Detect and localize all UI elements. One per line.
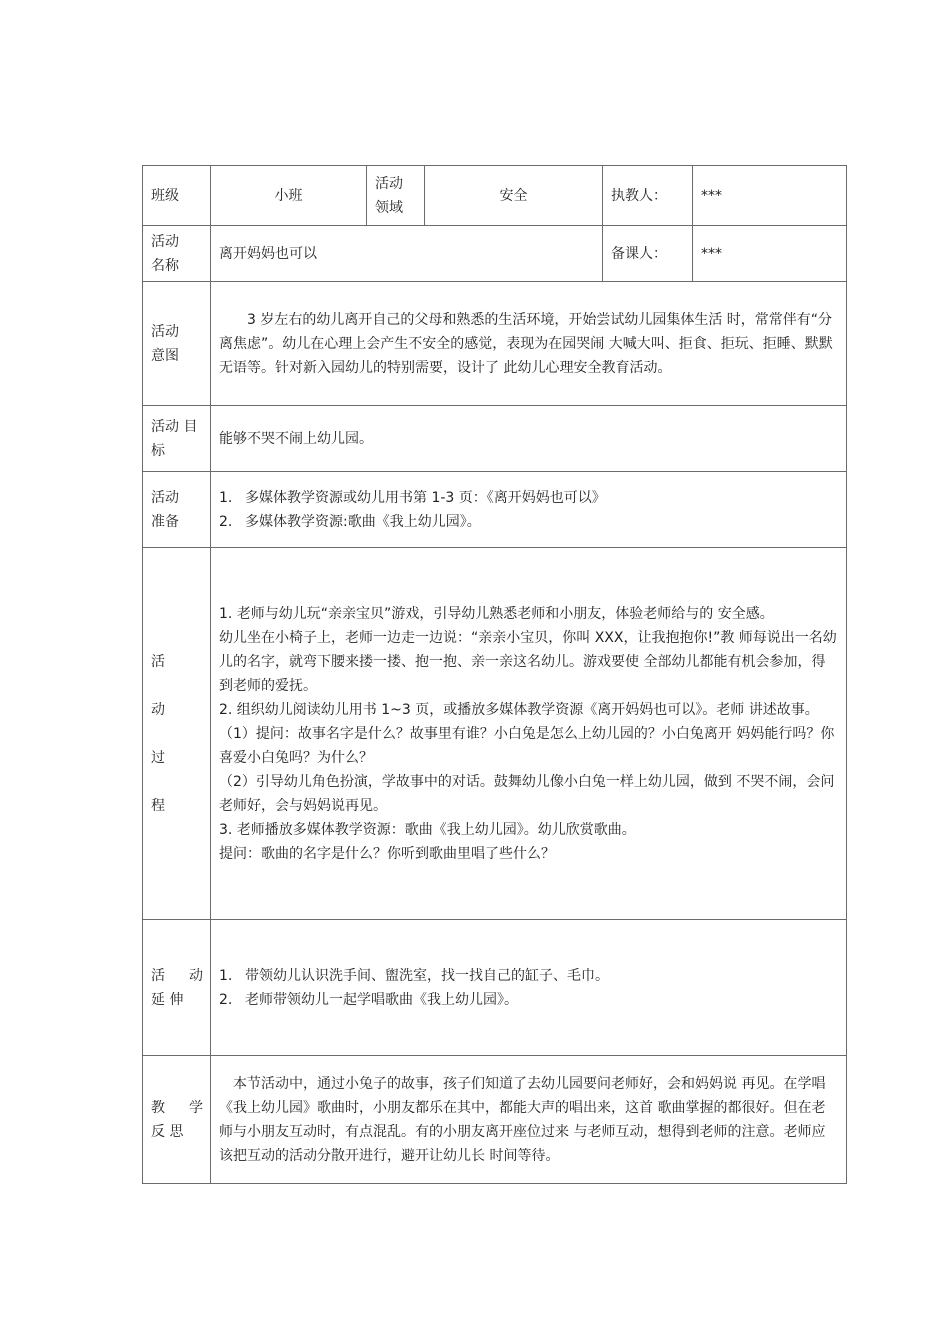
- goal-label-line1: 活动 目: [151, 418, 198, 435]
- domain-label-line1: 活动: [375, 175, 403, 192]
- extension-label-line1: [151, 964, 203, 988]
- list-item: [219, 988, 838, 1012]
- list-item: [219, 964, 838, 988]
- class-label: 班级: [143, 166, 211, 226]
- extension-row: [143, 920, 847, 1056]
- extension-label-char: 动: [189, 967, 203, 984]
- list-item-text: 多媒体教学资源或幼儿用书第 1-3 页：《离开妈妈也可以》: [245, 489, 606, 506]
- reflection-label-line1: [151, 1096, 203, 1120]
- class-value: 小班: [211, 166, 367, 226]
- intent-content: [211, 282, 847, 406]
- process-row: [143, 548, 847, 920]
- process-label-char: 活: [151, 653, 165, 670]
- prep-teacher-label: 备课人：: [603, 226, 693, 282]
- process-label-char: 过: [151, 749, 165, 766]
- list-item-number: 2.: [219, 991, 233, 1008]
- intent-row: [143, 282, 847, 406]
- extension-label: [143, 920, 211, 1056]
- list-item-number: 1.: [219, 489, 233, 506]
- extension-label-char: 活: [151, 967, 165, 984]
- process-paragraph: 提问：歌曲的名字是什么？你听到歌曲里唱了些什么？: [219, 845, 555, 862]
- list-item-number: 2.: [219, 513, 233, 530]
- list-item: [219, 510, 838, 534]
- prep-teacher-value: ***: [693, 226, 847, 282]
- reflection-label: [143, 1056, 211, 1184]
- process-label-char: 动: [151, 701, 165, 718]
- list-item-number: 1.: [219, 967, 233, 984]
- intent-label-line1: 活动: [151, 323, 179, 340]
- activity-name-label-line1: 活动: [151, 233, 179, 250]
- prep-row: [143, 472, 847, 548]
- teacher-value: ***: [693, 166, 847, 226]
- extension-content: [211, 920, 847, 1056]
- prep-content: [211, 472, 847, 548]
- goal-text: 能够不哭不闹上幼儿园。: [211, 406, 847, 472]
- reflection-text: 本节活动中，通过小兔子的故事，孩子们知道了去幼儿园要问老师好，会和妈妈说 再见。在学唱《我上幼儿园》歌曲时，小朋友都乐在其中，都能大声的唱出来，这首 歌曲掌握的都很好。但在老师与小朋友互动时，有点混乱。有的小朋友离开座位过来 与老师互动，想得到老师的注意。老师应该把互动的活动分散开进行，避开让幼儿长 时间等待。: [219, 1075, 826, 1164]
- process-paragraph: 2. 组织幼儿阅读幼儿用书 1~3 页，或播放多媒体教学资源《离开妈妈也可以》。老师 讲述故事。: [219, 701, 819, 718]
- list-item: [219, 486, 838, 510]
- intent-text: 3 岁左右的幼儿离开自己的父母和熟悉的生活环境，开始尝试幼儿园集体生活 时，常常伴有“分离焦虑”。幼儿在心理上会产生不安全的感觉，表现为在园哭闹 大喊大叫、拒食、拒玩、拒睡、默默无语等。针对新入园幼儿的特别需要，设计了 此幼儿心理安全教育活动。: [219, 311, 833, 376]
- goal-row: [143, 406, 847, 472]
- goal-label: [143, 406, 211, 472]
- prep-label-line1: 活动: [151, 489, 179, 506]
- activity-name-label-line2: 名称: [151, 257, 179, 274]
- domain-value: 安全: [425, 166, 603, 226]
- reflection-content: [211, 1056, 847, 1184]
- list-item-text: 带领幼儿认识洗手间、盥洗室，找一找自己的缸子、毛巾。: [245, 967, 609, 984]
- process-label: [143, 548, 211, 920]
- list-item-text: 多媒体教学资源:歌曲《我上幼儿园》。: [245, 513, 481, 530]
- list-item-text: 老师带领幼儿一起学唱歌曲《我上幼儿园》。: [245, 991, 518, 1008]
- activity-name-value: 离开妈妈也可以: [211, 226, 603, 282]
- process-content: [211, 548, 847, 920]
- process-paragraph: 3. 老师播放多媒体教学资源：歌曲《我上幼儿园》。幼儿欣赏歌曲。: [219, 821, 636, 838]
- process-paragraph: 1. 老师与幼儿玩“亲亲宝贝”游戏，引导幼儿熟悉老师和小朋友，体验老师给与的 安全感。: [219, 605, 774, 622]
- process-label-char: 程: [151, 797, 165, 814]
- lesson-plan-table: [142, 165, 847, 1184]
- reflection-row: [143, 1056, 847, 1184]
- process-paragraph: （2）引导幼儿角色扮演，学故事中的对话。鼓舞幼儿像小白兔一样上幼儿园，做到 不哭不闹，会问老师好，会与妈妈说再见。: [219, 773, 835, 814]
- prep-label-line2: 准备: [151, 513, 179, 530]
- teacher-label: 执教人：: [603, 166, 693, 226]
- reflection-label-line2: 反 思: [151, 1123, 184, 1140]
- domain-label-line2: 领域: [375, 199, 403, 216]
- intent-label: [143, 282, 211, 406]
- extension-label-line2: 延 伸: [151, 991, 184, 1008]
- domain-label: [367, 166, 425, 226]
- activity-name-label: [143, 226, 211, 282]
- process-paragraph: （1）提问：故事名字是什么？故事里有谁？小白兔是怎么上幼儿园的？小白兔离开 妈妈能行吗？你喜爱小白兔吗？为什么？: [219, 725, 835, 766]
- reflection-label-char: 教: [151, 1099, 165, 1116]
- goal-label-line2: 标: [151, 442, 165, 459]
- process-paragraph: 幼儿坐在小椅子上，老师一边走一边说：“亲亲小宝贝，你叫 XXX，让我抱抱你!”教 师每说出一名幼儿的名字，就弯下腰来搂一搂、抱一抱、亲一亲这名幼儿。游戏要使 全部幼儿都能有机会参加，得到老师的爱抚。: [219, 629, 837, 694]
- prep-label: [143, 472, 211, 548]
- reflection-label-char: 学: [189, 1099, 203, 1116]
- name-row: [143, 226, 847, 282]
- intent-label-line2: 意图: [151, 347, 179, 364]
- header-row: [143, 166, 847, 226]
